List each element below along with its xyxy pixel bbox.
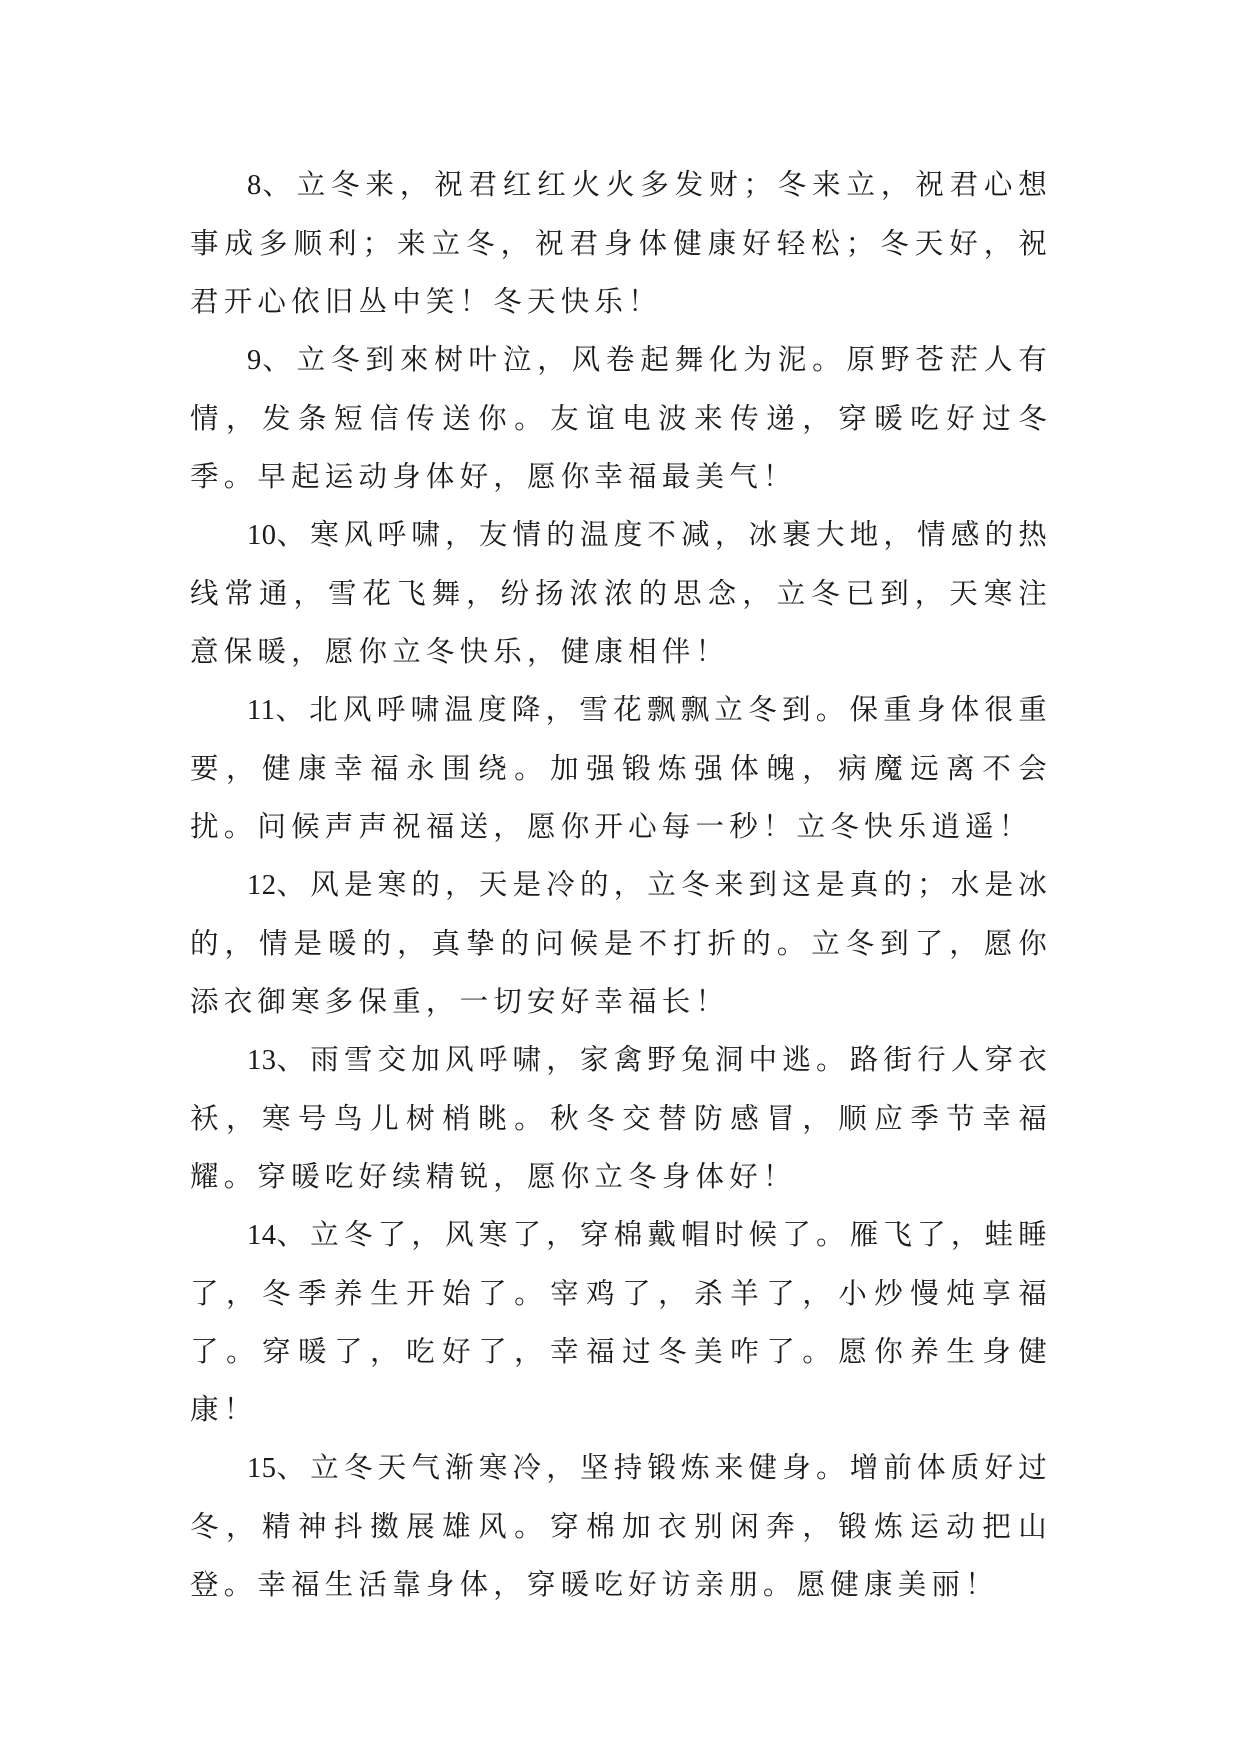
paragraph-text: 、立冬到來树叶泣，风卷起舞化为泥。原野苍茫人有情，发条短信传送你。友谊电波来传递，穿暖吃好过冬季。早起运动身体好，愿你幸福最美气！ [190,343,1052,493]
paragraph-13 [190,1031,1052,1206]
paragraph-number: 12 [247,870,277,901]
paragraph-number: 11 [247,695,276,726]
document-body [190,156,1052,1614]
paragraph-10 [190,506,1052,681]
paragraph-text: 、立冬来，祝君红红火火多发财；冬来立，祝君心想事成多顺利；来立冬，祝君身体健康好轻松；冬天好，祝君开心依旧丛中笑！冬天快乐！ [190,168,1052,318]
paragraph-11 [190,681,1052,856]
paragraph-number: 8 [247,170,262,201]
paragraph-text: 、雨雪交加风呼啸，家禽野兔洞中逃。路街行人穿衣袄，寒号鸟儿树梢眺。秋冬交替防感冒，顺应季节幸福耀。穿暖吃好续精锐，愿你立冬身体好！ [190,1043,1052,1193]
paragraph-number: 10 [247,520,277,551]
paragraph-text: 、立冬了，风寒了，穿棉戴帽时候了。雁飞了，蛙睡了，冬季养生开始了。宰鸡了，杀羊了，小炒慢炖享福了。穿暖了，吃好了，幸福过冬美咋了。愿你养生身健康！ [190,1218,1052,1426]
paragraph-text: 、立冬天气渐寒冷，坚持锻炼来健身。增前体质好过冬，精神抖擞展雄风。穿棉加衣别闲奔，锻炼运动把山登。幸福生活靠身体，穿暖吃好访亲朋。愿健康美丽！ [190,1451,1052,1601]
paragraph-9 [190,331,1052,506]
paragraph-number: 15 [247,1453,277,1484]
paragraph-15 [190,1439,1052,1614]
paragraph-number: 13 [247,1045,277,1076]
paragraph-8 [190,156,1052,331]
paragraph-14 [190,1206,1052,1439]
paragraph-text: 、北风呼啸温度降，雪花飘飘立冬到。保重身体很重要，健康幸福永围绕。加强锻炼强体魄，病魔远离不会扰。问候声声祝福送，愿你开心每一秒！立冬快乐逍遥！ [190,693,1052,843]
paragraph-number: 9 [247,345,262,376]
paragraph-number: 14 [247,1220,277,1251]
paragraph-12 [190,856,1052,1031]
paragraph-text: 、风是寒的，天是冷的，立冬来到这是真的；水是冰的，情是暖的，真挚的问候是不打折的。立冬到了，愿你添衣御寒多保重，一切安好幸福长！ [190,868,1052,1018]
paragraph-text: 、寒风呼啸，友情的温度不减，冰裹大地，情感的热线常通，雪花飞舞，纷扬浓浓的思念，立冬已到，天寒注意保暖，愿你立冬快乐，健康相伴！ [190,518,1052,668]
